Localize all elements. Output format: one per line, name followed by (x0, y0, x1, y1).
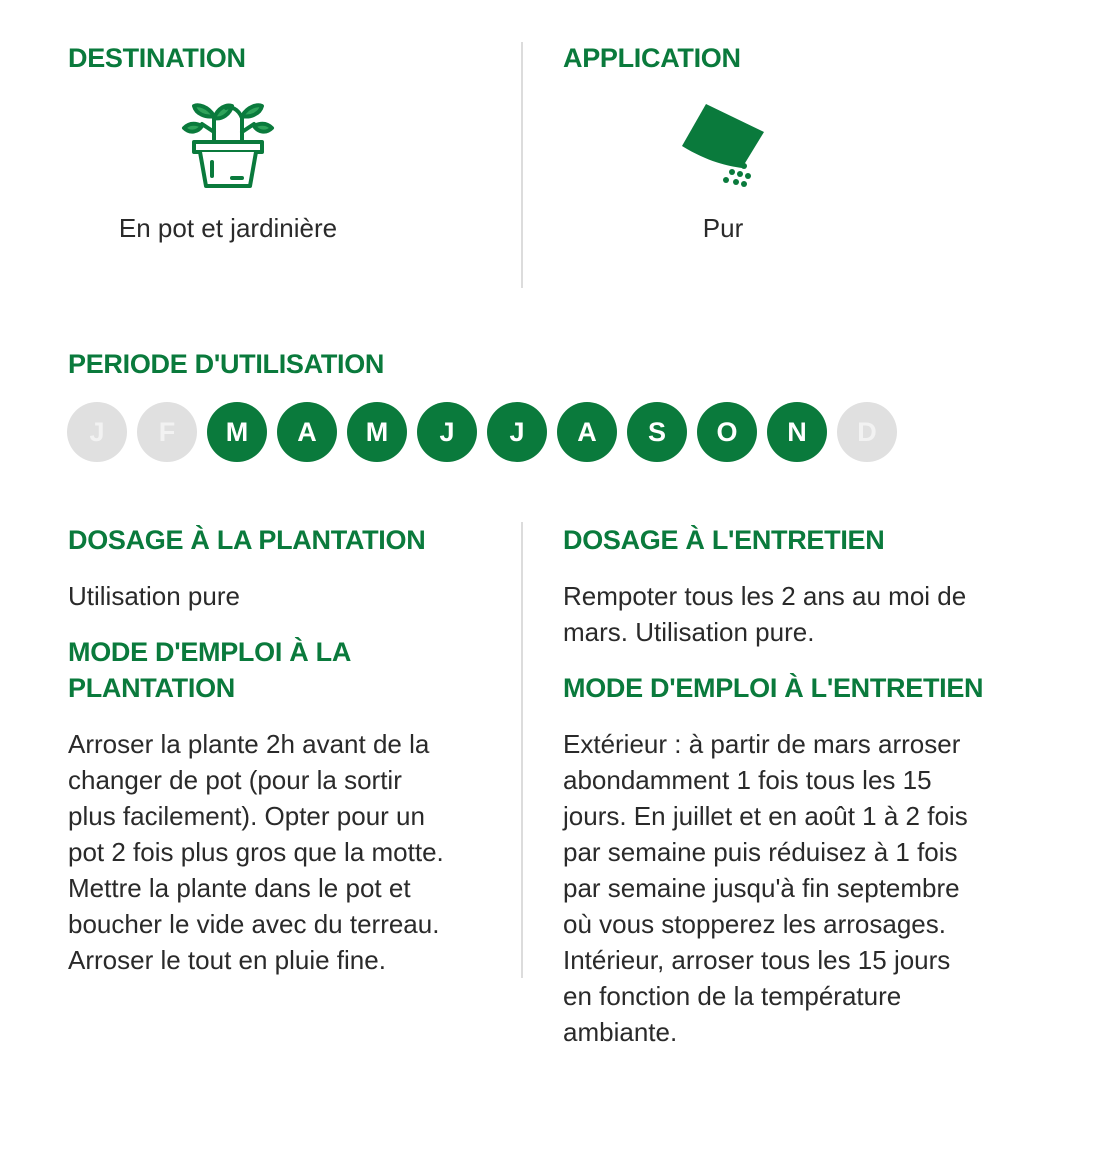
plantation-mode-heading-line1: MODE D'EMPLOI À LA (68, 637, 352, 667)
plantation-dosage-text: Utilisation pure (68, 581, 240, 611)
entretien-mode-text (563, 726, 968, 1050)
text-line: Arroser le tout en pluie fine. (68, 945, 386, 975)
text-line: abondamment 1 fois tous les 15 (563, 765, 932, 795)
plantation-mode-text (68, 726, 444, 978)
text-line: par semaine puis réduisez à 1 fois (563, 837, 958, 867)
text-line: par semaine jusqu'à fin septembre (563, 873, 960, 903)
application-caption: Pur (702, 213, 744, 243)
month-may: M (347, 402, 407, 462)
text-line: changer de pot (pour la sortir (68, 765, 402, 795)
text-line: Rempoter tous les 2 ans au moi de (563, 581, 967, 611)
month-december: D (837, 402, 897, 462)
text-line: jours. En juillet et en août 1 à 2 fois (563, 801, 968, 831)
month-june: J (417, 402, 477, 462)
period-heading: PERIODE D'UTILISATION (68, 349, 385, 379)
month-february: F (137, 402, 197, 462)
month-calendar (67, 402, 897, 462)
text-line: en fonction de la température (563, 981, 902, 1011)
text-line: Mettre la plante dans le pot et (68, 873, 411, 903)
month-april: A (277, 402, 337, 462)
text-line: boucher le vide avec du terreau. (68, 909, 440, 939)
entretien-dosage-heading: DOSAGE À L'ENTRETIEN (563, 525, 885, 555)
text-line: plus facilement). Opter pour un (68, 801, 425, 831)
destination-caption: En pot et jardinière (118, 213, 338, 243)
soil-bag-icon (678, 100, 770, 192)
month-august: A (557, 402, 617, 462)
text-line: où vous stopperez les arrosages. (563, 909, 946, 939)
destination-heading: DESTINATION (68, 43, 246, 73)
month-march: M (207, 402, 267, 462)
month-july: J (487, 402, 547, 462)
bottom-divider (521, 522, 523, 978)
text-line: Intérieur, arroser tous les 15 jours (563, 945, 951, 975)
top-divider (521, 42, 523, 288)
month-october: O (697, 402, 757, 462)
plantation-dosage-heading: DOSAGE À LA PLANTATION (68, 525, 426, 555)
plantation-mode-heading-line2: PLANTATION (68, 673, 235, 703)
text-line: pot 2 fois plus gros que la motte. (68, 837, 444, 867)
application-heading: APPLICATION (563, 43, 741, 73)
entretien-dosage-text (563, 578, 966, 650)
plantation-mode-heading (68, 634, 351, 706)
text-line: mars. Utilisation pure. (563, 617, 815, 647)
entretien-mode-heading: MODE D'EMPLOI À L'ENTRETIEN (563, 673, 984, 703)
month-november: N (767, 402, 827, 462)
text-line: Arroser la plante 2h avant de la (68, 729, 430, 759)
potted-plant-icon (180, 96, 276, 192)
month-september: S (627, 402, 687, 462)
month-january: J (67, 402, 127, 462)
text-line: Extérieur : à partir de mars arroser (563, 729, 961, 759)
text-line: ambiante. (563, 1017, 678, 1047)
